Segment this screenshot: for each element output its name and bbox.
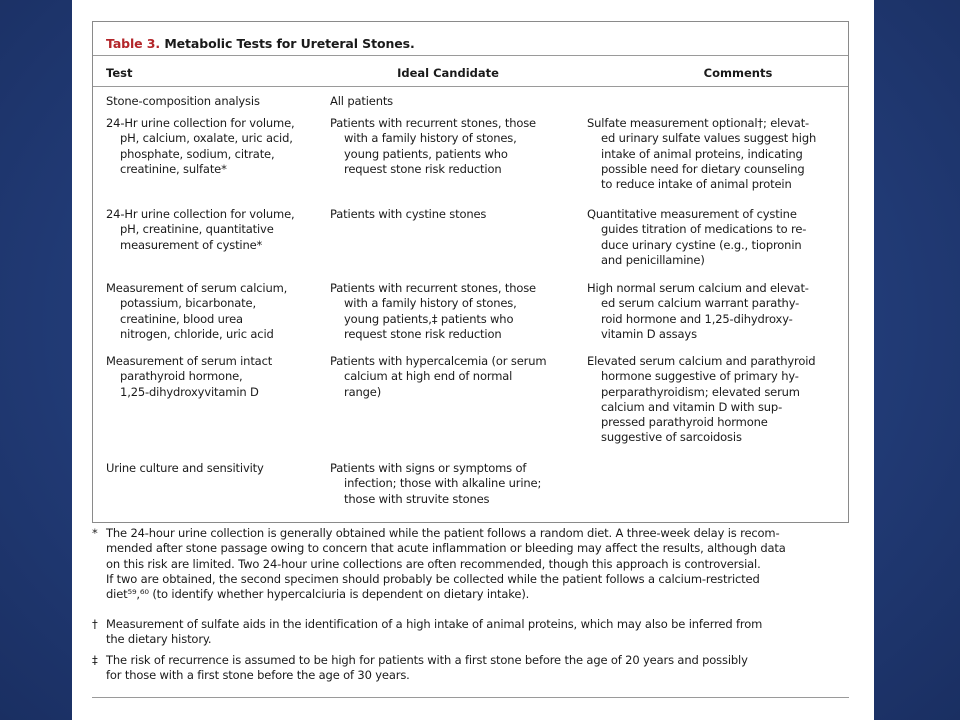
footnote-mark: † xyxy=(92,617,98,631)
document-page xyxy=(72,0,874,720)
row-1-test: Stone-composition analysis xyxy=(106,94,260,108)
header-rule xyxy=(93,86,848,87)
header-comments: Comments xyxy=(703,66,773,80)
footnote-mark: ‡ xyxy=(92,653,98,667)
row-2-ideal-candidate: Patients with recurrent stones, those with a family history of stones, young patients, patients who request stone risk reduction xyxy=(330,116,536,176)
header-ideal-candidate: Ideal Candidate xyxy=(397,66,499,80)
footnote-text: The risk of recurrence is assumed to be high for patients with a first stone before the age of 20 years and possibly for those with a first stone before the age of 30 years. xyxy=(106,653,748,683)
metabolic-tests-table xyxy=(92,21,849,523)
table-title xyxy=(106,36,415,51)
title-rule xyxy=(93,55,848,56)
row-5-test: Measurement of serum intact parathyroid hormone, 1,25-dihydroxyvitamin D xyxy=(106,354,273,399)
row-3-ideal-candidate: Patients with cystine stones xyxy=(330,207,487,221)
row-3-comments: Quantitative measurement of cystine guides titration of medications to re- duce urinary cystine (e.g., tiopronin and penicillamine) xyxy=(587,207,807,267)
row-1-ideal-candidate: All patients xyxy=(330,94,394,108)
footnote-text: Measurement of sulfate aids in the identification of a high intake of animal proteins, which may also be inferred from the dietary history. xyxy=(106,617,763,647)
row-2-comments: Sulfate measurement optional†; elevat- ed urinary sulfate values suggest high intake of animal proteins, indicating possible need for dietary counseling to reduce intake of animal protein xyxy=(587,116,817,192)
row-4-ideal-candidate: Patients with recurrent stones, those with a family history of stones, young patients,‡ patients who request stone risk reduction xyxy=(330,281,536,341)
row-3-test: 24-Hr urine collection for volume, pH, creatinine, quantitative measurement of cystine* xyxy=(106,207,295,252)
footnote-mark: * xyxy=(92,526,98,540)
footnote-text: The 24-hour urine collection is generally obtained while the patient follows a random diet. A three-week delay is recom- mended after stone passage owing to concern that acute inflammation or bleeding may affect the results, although data on this risk are limited. Two 24-hour urine collections are often recommended, though this approach is controversial. If two are obtained, the second specimen should probably be collected while the patient follows a calcium-restricted diet⁵⁹,⁶⁰ (to identify whether hypercalciuria is dependent on dietary intake). xyxy=(106,526,786,602)
row-4-test: Measurement of serum calcium, potassium, bicarbonate, creatinine, blood urea nitrogen, chloride, uric acid xyxy=(106,281,288,341)
header-test: Test xyxy=(106,66,133,80)
row-5-comments: Elevated serum calcium and parathyroid hormone suggestive of primary hy- perparathyroidism; elevated serum calcium and vitamin D with sup- pressed parathyroid hormone suggestive of sarcoidosis xyxy=(587,354,816,445)
table-number: Table 3. xyxy=(106,36,161,51)
row-6-ideal-candidate: Patients with signs or symptoms of infection; those with alkaline urine; those with struvite stones xyxy=(330,461,542,506)
table-caption: Metabolic Tests for Ureteral Stones. xyxy=(160,36,415,51)
bottom-rule xyxy=(92,697,849,698)
footnote-asterisk xyxy=(92,526,786,602)
row-6-test: Urine culture and sensitivity xyxy=(106,461,264,475)
row-2-test: 24-Hr urine collection for volume, pH, calcium, oxalate, uric acid, phosphate, sodium, citrate, creatinine, sulfate* xyxy=(106,116,295,176)
row-5-ideal-candidate: Patients with hypercalcemia (or serum calcium at high end of normal range) xyxy=(330,354,547,399)
row-4-comments: High normal serum calcium and elevat- ed serum calcium warrant parathy- roid hormone and 1,25-dihydroxy- vitamin D assays xyxy=(587,281,809,341)
footnote-double-dagger xyxy=(92,653,748,714)
